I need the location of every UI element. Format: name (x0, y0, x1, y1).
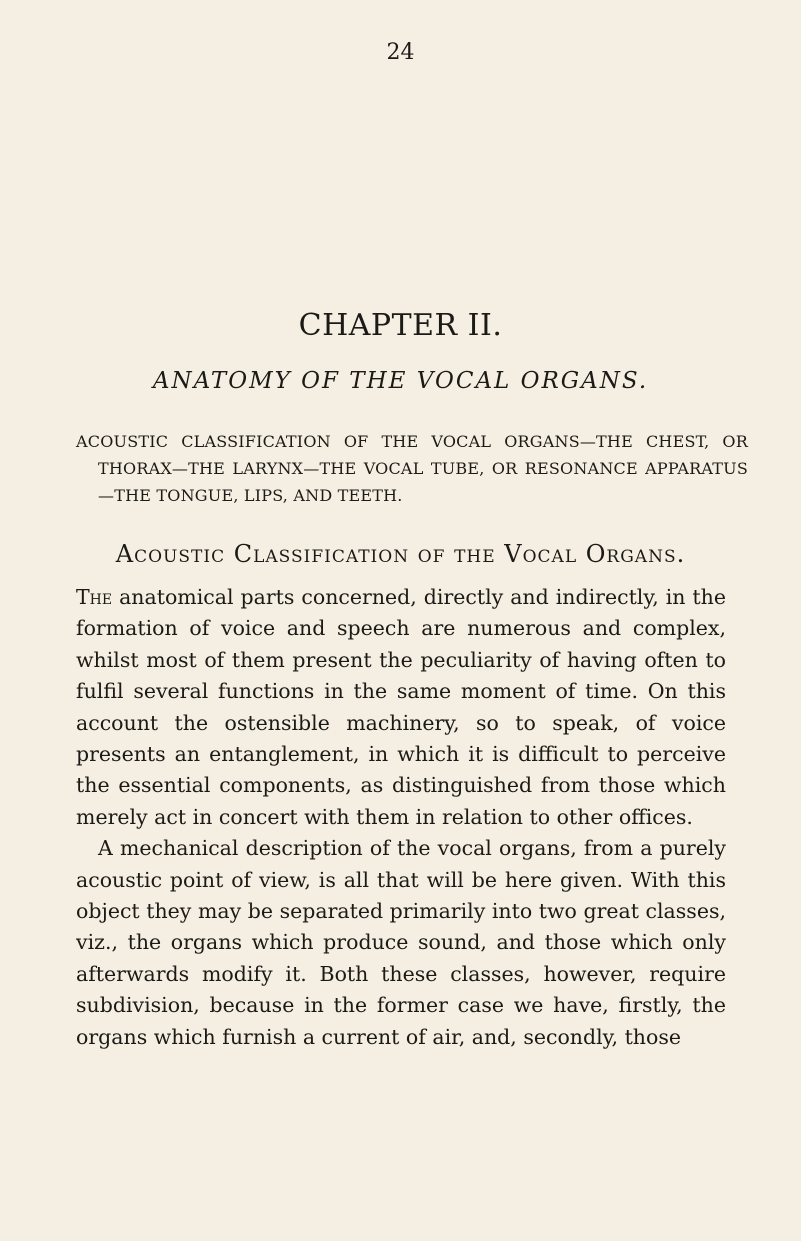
paragraph-lead: The (76, 585, 113, 609)
chapter-synopsis: ACOUSTIC CLASSIFICATION OF THE VOCAL ORGANS—THE CHEST, OR THORAX—THE LARYNX—THE VOCAL TUBE, OR RESONANCE APPARATUS—THE TONGUE, LIPS, AND TEETH. (76, 432, 748, 505)
page-number: 24 (386, 40, 415, 65)
chapter-title: CHAPTER II. (298, 308, 503, 343)
paragraph-text: anatomical parts concerned, directly and indirectly, in the formation of voice and speech are numerous and complex, whilst most of them present the peculiarity of having often to fulfil several functions in the same moment of time. On this account the ostensible machinery, so to speak, of voice presents an entanglement, in which it is difficult to perceive the essential components, as distinguished from those which merely act in concert with them in relation to other offices. (76, 585, 726, 829)
chapter-subtitle: ANATOMY OF THE VOCAL ORGANS. (152, 368, 649, 394)
paragraph-text: A mechanical description of the vocal organs, from a purely acoustic point of view, is all that will be here given. With this object they may be separated primarily into two great classes, viz., the organs which produce sound, and those which only afterwards modify it. Both these classes, however, require subdivision, because in the former case we have, firstly, the organs which furnish a current of air, and, secondly, those (76, 836, 726, 1049)
body-text (76, 582, 726, 1053)
paragraph (76, 833, 726, 1053)
section-heading: Acoustic Classification of the Vocal Organs. (115, 540, 686, 568)
paragraph (76, 582, 726, 833)
